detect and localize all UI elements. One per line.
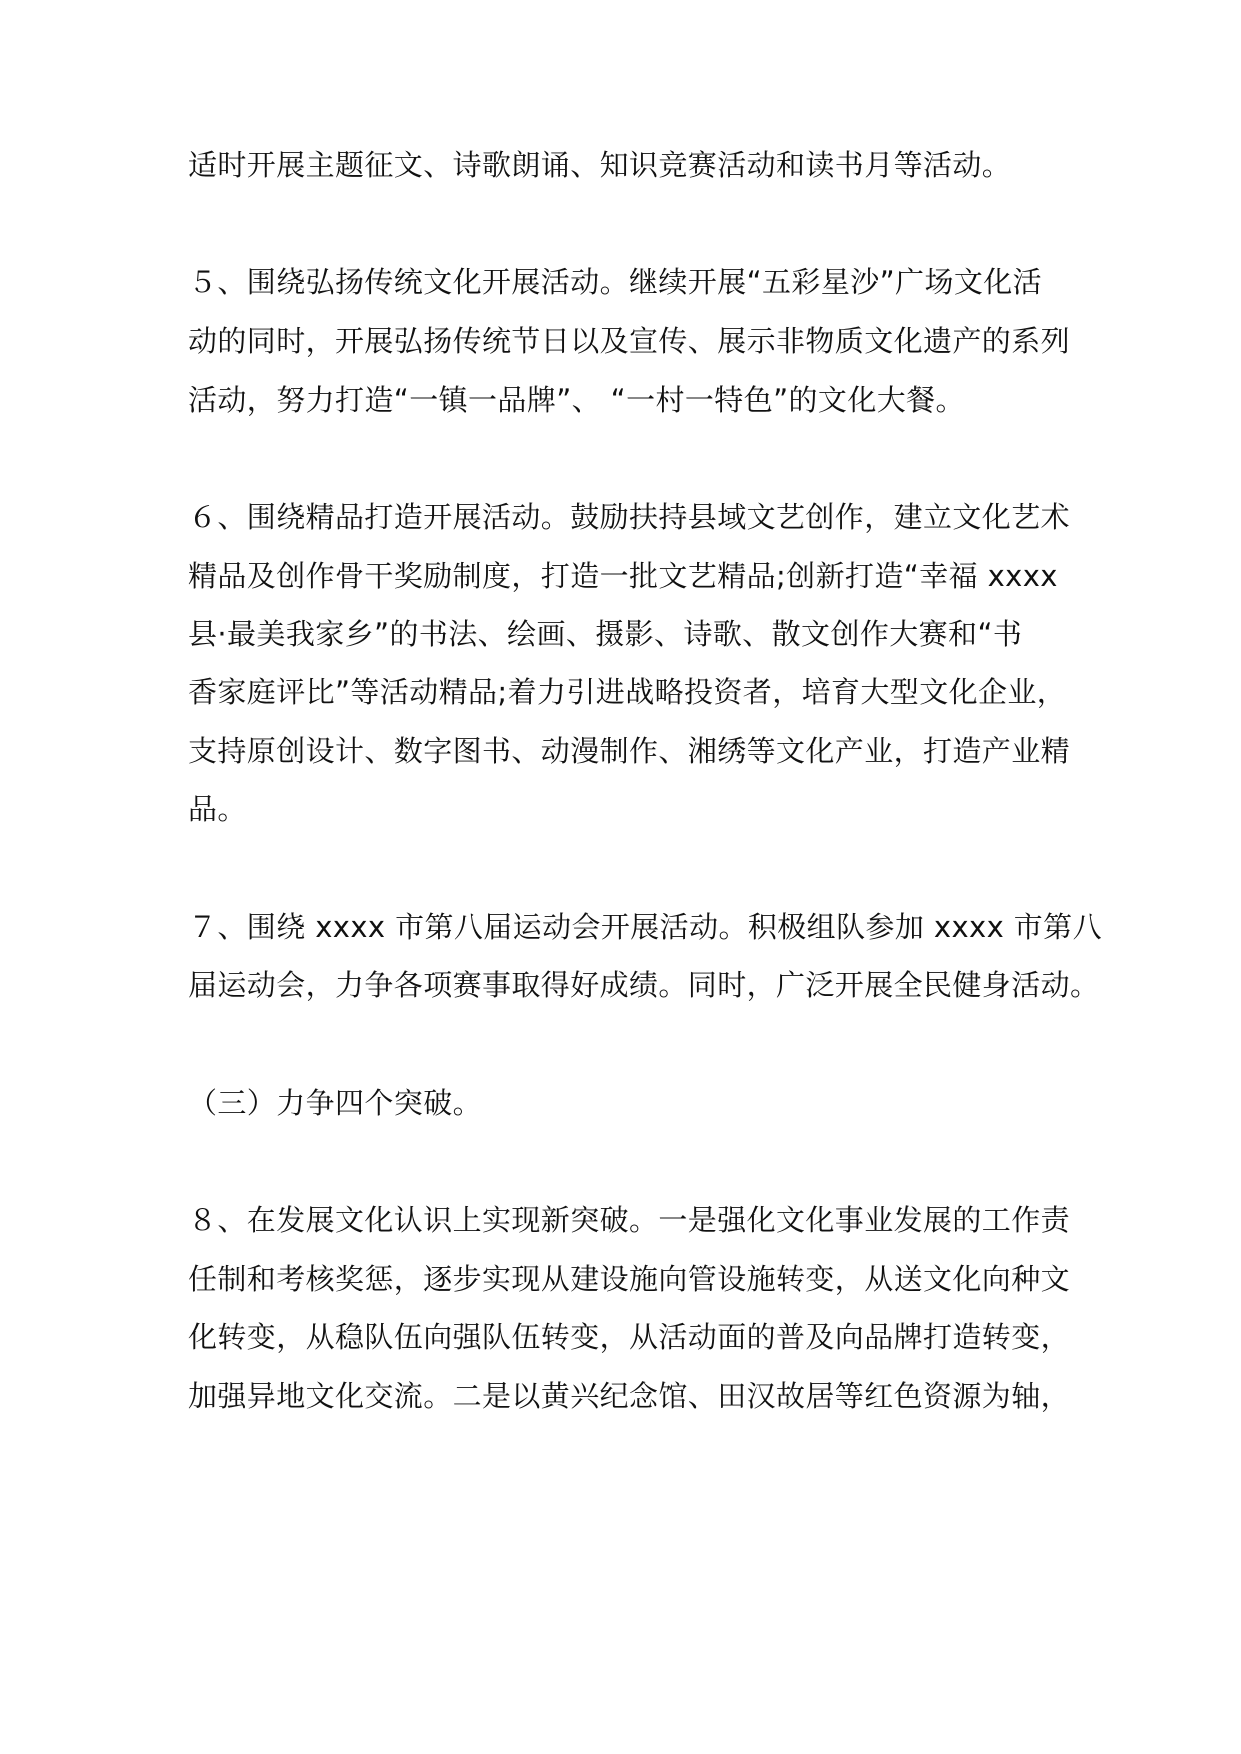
text-line: 适时开展主题征文、诗歌朗诵、知识竞赛活动和读书月等活动。 (188, 148, 1012, 182)
text-line: 动的同时，开展弘扬传统节日以及宣传、展示非物质文化遗产的系列 (188, 324, 1071, 358)
text-line: ６、围绕精品打造开展活动。鼓励扶持县域文艺创作，建立文化艺术 (188, 500, 1071, 534)
text-line: ５、围绕弘扬传统文化开展活动。继续开展“五彩星沙”广场文化活 (188, 265, 1043, 299)
text-line: 品。 (188, 792, 247, 826)
text-line: 加强异地文化交流。二是以黄兴纪念馆、田汉故居等红色资源为轴， (188, 1379, 1071, 1413)
text-line: 支持原创设计、数字图书、动漫制作、湘绣等文化产业，打造产业精 (188, 734, 1071, 768)
text-line: 化转变，从稳队伍向强队伍转变，从活动面的普及向品牌打造转变， (188, 1320, 1071, 1354)
text-line: 香家庭评比”等活动精品;着力引进战略投资者，培育大型文化企业， (188, 675, 1067, 709)
text-line: 活动，努力打造“一镇一品牌”、 “一村一特色”的文化大餐。 (188, 383, 965, 417)
section-heading: （三）力争四个突破。 (188, 1086, 483, 1120)
text-line: ７、围绕 xxxx 市第八届运动会开展活动。积极组队参加 xxxx 市第八 (188, 910, 1102, 944)
text-line: 县·最美我家乡”的书法、绘画、摄影、诗歌、散文创作大赛和“书 (188, 617, 1023, 651)
text-line: 任制和考核奖惩，逐步实现从建设施向管设施转变，从送文化向种文 (188, 1262, 1071, 1296)
text-line: 精品及创作骨干奖励制度，打造一批文艺精品;创新打造“幸福 xxxx (188, 559, 1058, 593)
text-line: ８、在发展文化认识上实现新突破。一是强化文化事业发展的工作责 (188, 1203, 1071, 1237)
text-line: 届运动会，力争各项赛事取得好成绩。同时，广泛开展全民健身活动。 (188, 968, 1100, 1002)
